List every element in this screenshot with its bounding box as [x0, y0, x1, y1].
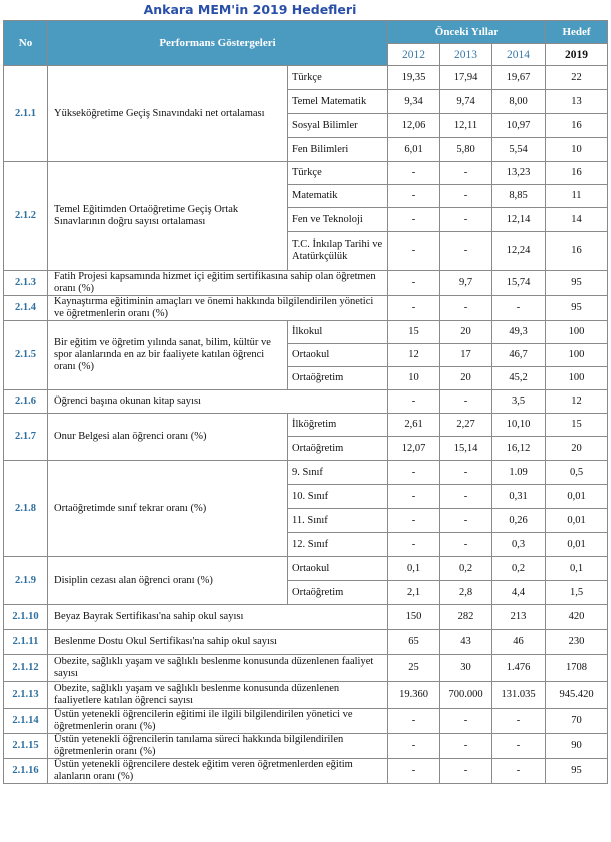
value-2013: 700.000	[440, 682, 492, 709]
value-2013: -	[440, 461, 492, 485]
value-2012: -	[388, 271, 440, 296]
value-2012: 12,06	[388, 114, 440, 138]
indicator-number: 2.1.10	[4, 605, 48, 630]
sub-category: Ortaokul	[288, 557, 388, 581]
value-2012: 19.360	[388, 682, 440, 709]
value-2012: 19,35	[388, 66, 440, 90]
value-2014: -	[492, 296, 546, 321]
value-2014: 131.035	[492, 682, 546, 709]
target-2019: 12	[546, 390, 608, 414]
value-2012: -	[388, 232, 440, 271]
value-2013: -	[440, 390, 492, 414]
indicator-text: Beyaz Bayrak Sertifikası'na sahip okul sayısı	[48, 605, 388, 630]
target-2019: 16	[546, 232, 608, 271]
indicator-text: Onur Belgesi alan öğrenci oranı (%)	[48, 414, 288, 461]
indicator-text: Temel Eğitimden Ortaöğretime Geçiş Ortak Sınavlarının doğru sayısı ortalaması	[48, 162, 288, 271]
target-2019: 14	[546, 208, 608, 232]
target-2019: 0,1	[546, 557, 608, 581]
target-2019: 0,01	[546, 485, 608, 509]
indicator-number: 2.1.9	[4, 557, 48, 605]
sub-category: 9. Sınıf	[288, 461, 388, 485]
value-2014: 10,10	[492, 414, 546, 437]
value-2013: -	[440, 734, 492, 759]
target-2019: 13	[546, 90, 608, 114]
value-2014: 46,7	[492, 344, 546, 367]
header-indicators: Performans Göstergeleri	[48, 21, 388, 66]
value-2012: 65	[388, 630, 440, 655]
value-2013: 2,27	[440, 414, 492, 437]
sub-category: Matematik	[288, 185, 388, 208]
indicator-text: Disiplin cezası alan öğrenci oranı (%)	[48, 557, 288, 605]
value-2013: -	[440, 509, 492, 533]
value-2012: 12	[388, 344, 440, 367]
value-2012: 6,01	[388, 138, 440, 162]
indicator-number: 2.1.13	[4, 682, 48, 709]
value-2012: 2,1	[388, 581, 440, 605]
target-2019: 16	[546, 162, 608, 185]
value-2012: -	[388, 533, 440, 557]
table-row	[4, 655, 608, 682]
value-2012: -	[388, 162, 440, 185]
value-2014: 12,24	[492, 232, 546, 271]
indicator-text: Fatih Projesi kapsamında hizmet içi eğitim sertifikasına sahip olan öğretmen oranı (%)	[48, 271, 388, 296]
value-2013: 30	[440, 655, 492, 682]
indicator-text: Öğrenci başına okunan kitap sayısı	[48, 390, 388, 414]
value-2012: -	[388, 390, 440, 414]
indicator-number: 2.1.14	[4, 709, 48, 734]
table-row	[4, 557, 608, 581]
indicator-number: 2.1.2	[4, 162, 48, 271]
value-2012: -	[388, 485, 440, 509]
value-2014: 0,2	[492, 557, 546, 581]
sub-category: 10. Sınıf	[288, 485, 388, 509]
target-2019: 95	[546, 271, 608, 296]
value-2013: 15,14	[440, 437, 492, 461]
table-row	[4, 414, 608, 437]
value-2013: 17	[440, 344, 492, 367]
target-2019: 10	[546, 138, 608, 162]
target-2019: 0,5	[546, 461, 608, 485]
target-2019: 420	[546, 605, 608, 630]
target-2019: 95	[546, 296, 608, 321]
value-2014: 213	[492, 605, 546, 630]
target-2019: 22	[546, 66, 608, 90]
value-2012: 150	[388, 605, 440, 630]
indicator-number: 2.1.16	[4, 759, 48, 784]
value-2012: 10	[388, 367, 440, 390]
value-2014: 49,3	[492, 321, 546, 344]
indicator-text: Obezite, sağlıklı yaşam ve sağlıklı beslenme konusunda düzenlenen faaliyet sayısı	[48, 655, 388, 682]
target-2019: 15	[546, 414, 608, 437]
value-2014: -	[492, 759, 546, 784]
indicator-number: 2.1.3	[4, 271, 48, 296]
page-title: Ankara MEM'in 2019 Hedefleri	[143, 2, 357, 17]
header-previous-years: Önceki Yıllar	[388, 21, 546, 44]
sub-category: Ortaöğretim	[288, 367, 388, 390]
sub-category: Türkçe	[288, 66, 388, 90]
target-2019: 0,01	[546, 533, 608, 557]
target-2019: 20	[546, 437, 608, 461]
value-2014: 1.09	[492, 461, 546, 485]
table-row	[4, 709, 608, 734]
table-row	[4, 682, 608, 709]
value-2013: -	[440, 485, 492, 509]
indicator-text: Yükseköğretime Geçiş Sınavındaki net ortalaması	[48, 66, 288, 162]
value-2014: -	[492, 734, 546, 759]
sub-category: Fen ve Teknoloji	[288, 208, 388, 232]
table-row	[4, 321, 608, 344]
indicator-number: 2.1.1	[4, 66, 48, 162]
table-row	[4, 271, 608, 296]
target-2019: 1,5	[546, 581, 608, 605]
sub-category: İlkokul	[288, 321, 388, 344]
value-2013: -	[440, 162, 492, 185]
value-2013: -	[440, 533, 492, 557]
value-2014: 45,2	[492, 367, 546, 390]
value-2013: 20	[440, 321, 492, 344]
indicator-text: Bir eğitim ve öğretim yılında sanat, bilim, kültür ve spor alanlarında en az bir faaliyete katılan öğrenci oranı (%)	[48, 321, 288, 390]
value-2013: -	[440, 296, 492, 321]
value-2014: 13,23	[492, 162, 546, 185]
value-2014: 19,67	[492, 66, 546, 90]
value-2013: 9,74	[440, 90, 492, 114]
indicator-number: 2.1.5	[4, 321, 48, 390]
value-2012: 12,07	[388, 437, 440, 461]
table-row	[4, 734, 608, 759]
target-2019: 0,01	[546, 509, 608, 533]
value-2012: 2,61	[388, 414, 440, 437]
sub-category: Temel Matematik	[288, 90, 388, 114]
table-row	[4, 162, 608, 185]
year-2014: 2014	[492, 44, 546, 66]
value-2013: -	[440, 232, 492, 271]
value-2013: 12,11	[440, 114, 492, 138]
target-2019: 16	[546, 114, 608, 138]
value-2014: 12,14	[492, 208, 546, 232]
value-2012: -	[388, 709, 440, 734]
target-2019: 100	[546, 321, 608, 344]
value-2013: -	[440, 759, 492, 784]
value-2013: 43	[440, 630, 492, 655]
indicator-number: 2.1.11	[4, 630, 48, 655]
table-row	[4, 296, 608, 321]
value-2012: -	[388, 759, 440, 784]
indicator-text: Obezite, sağlıklı yaşam ve sağlıklı beslenme konusunda düzenlenen faaliyetlere katılan öğrenci sayısı	[48, 682, 388, 709]
target-2019: 1708	[546, 655, 608, 682]
value-2014: 3,5	[492, 390, 546, 414]
value-2013: -	[440, 709, 492, 734]
performance-table	[3, 20, 608, 784]
value-2013: 2,8	[440, 581, 492, 605]
target-2019: 100	[546, 344, 608, 367]
value-2012: -	[388, 185, 440, 208]
indicator-text: Üstün yetenekli öğrencilerin tanılama süreci hakkında bilgilendirilen öğretmenlerin oranı (%)	[48, 734, 388, 759]
value-2014: 10,97	[492, 114, 546, 138]
sub-category: Türkçe	[288, 162, 388, 185]
value-2013: 17,94	[440, 66, 492, 90]
value-2013: -	[440, 208, 492, 232]
indicator-number: 2.1.7	[4, 414, 48, 461]
indicator-text: Beslenme Dostu Okul Sertifikası'na sahip okul sayısı	[48, 630, 388, 655]
indicator-text: Kaynaştırma eğitiminin amaçları ve önemi hakkında bilgilendirilen yönetici ve öğretmenlerin oranı (%)	[48, 296, 388, 321]
indicator-text: Üstün yetenekli öğrencilere destek eğitim veren öğretmenlerden eğitim alanların oranı (%)	[48, 759, 388, 784]
indicator-number: 2.1.4	[4, 296, 48, 321]
target-2019: 95	[546, 759, 608, 784]
value-2013: 0,2	[440, 557, 492, 581]
sub-category: Sosyal Bilimler	[288, 114, 388, 138]
value-2013: -	[440, 185, 492, 208]
target-2019: 100	[546, 367, 608, 390]
sub-category: Ortaöğretim	[288, 581, 388, 605]
sub-category: Fen Bilimleri	[288, 138, 388, 162]
value-2012: 9,34	[388, 90, 440, 114]
value-2012: 15	[388, 321, 440, 344]
value-2014: 4,4	[492, 581, 546, 605]
value-2012: 25	[388, 655, 440, 682]
table-row	[4, 605, 608, 630]
target-2019: 230	[546, 630, 608, 655]
value-2014: -	[492, 709, 546, 734]
value-2014: 16,12	[492, 437, 546, 461]
target-2019: 70	[546, 709, 608, 734]
sub-category: 11. Sınıf	[288, 509, 388, 533]
table-row	[4, 66, 608, 90]
indicator-text: Ortaöğretimde sınıf tekrar oranı (%)	[48, 461, 288, 557]
year-2013: 2013	[440, 44, 492, 66]
value-2014: 0,26	[492, 509, 546, 533]
value-2014: 5,54	[492, 138, 546, 162]
table-row	[4, 630, 608, 655]
target-year: 2019	[546, 44, 608, 66]
indicator-number: 2.1.12	[4, 655, 48, 682]
indicator-number: 2.1.6	[4, 390, 48, 414]
year-2012: 2012	[388, 44, 440, 66]
value-2012: -	[388, 509, 440, 533]
target-2019: 945.420	[546, 682, 608, 709]
value-2014: 0,3	[492, 533, 546, 557]
value-2013: 5,80	[440, 138, 492, 162]
sub-category: Ortaöğretim	[288, 437, 388, 461]
value-2012: -	[388, 208, 440, 232]
table-row	[4, 390, 608, 414]
header-no: No	[4, 21, 48, 66]
target-2019: 11	[546, 185, 608, 208]
target-2019: 90	[546, 734, 608, 759]
value-2012: -	[388, 734, 440, 759]
sub-category: İlköğretim	[288, 414, 388, 437]
value-2014: 8,85	[492, 185, 546, 208]
indicator-text: Üstün yetenekli öğrencilerin eğitimi ile ilgili bilgilendirilen yönetici ve öğretmenlerin oranı (%)	[48, 709, 388, 734]
sub-category: 12. Sınıf	[288, 533, 388, 557]
table-row	[4, 759, 608, 784]
sub-category: T.C. İnkılap Tarihi ve Atatürkçülük	[288, 232, 388, 271]
value-2012: -	[388, 461, 440, 485]
sub-category: Ortaokul	[288, 344, 388, 367]
value-2014: 8,00	[492, 90, 546, 114]
value-2013: 9,7	[440, 271, 492, 296]
value-2012: 0,1	[388, 557, 440, 581]
indicator-number: 2.1.15	[4, 734, 48, 759]
value-2014: 46	[492, 630, 546, 655]
value-2012: -	[388, 296, 440, 321]
value-2014: 0,31	[492, 485, 546, 509]
table-row	[4, 461, 608, 485]
value-2013: 282	[440, 605, 492, 630]
value-2014: 1.476	[492, 655, 546, 682]
value-2013: 20	[440, 367, 492, 390]
value-2014: 15,74	[492, 271, 546, 296]
header-target: Hedef	[546, 21, 608, 44]
indicator-number: 2.1.8	[4, 461, 48, 557]
